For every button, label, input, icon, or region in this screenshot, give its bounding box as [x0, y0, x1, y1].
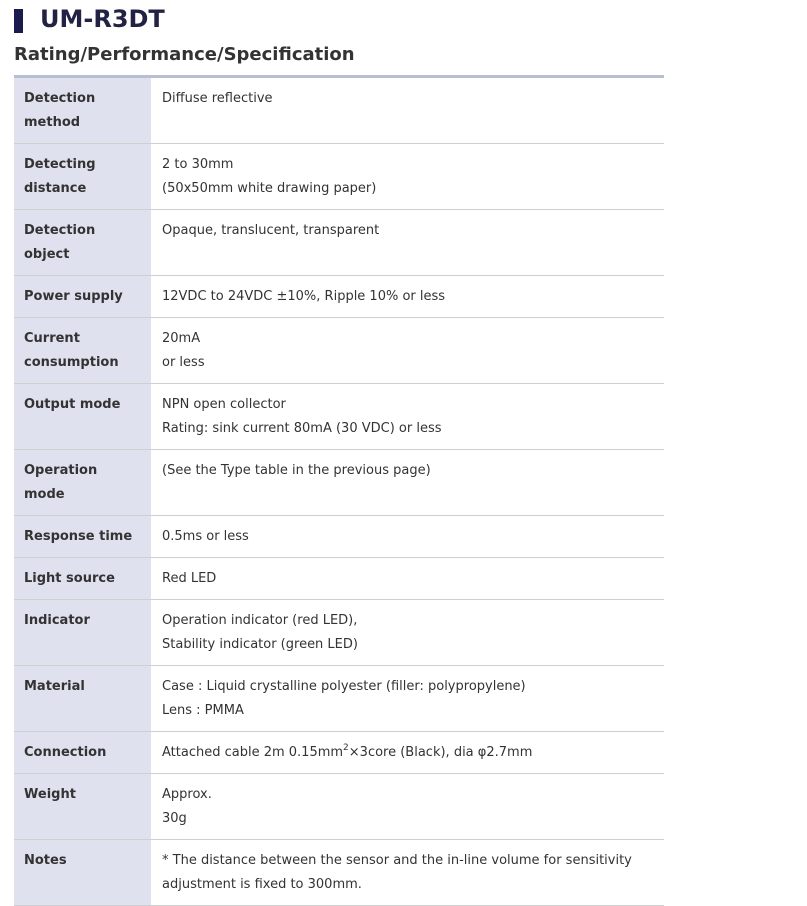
- table-row: [14, 384, 664, 450]
- table-row: [14, 558, 664, 600]
- value-line: (50x50mm white drawing paper): [162, 181, 377, 196]
- row-value: [151, 144, 664, 210]
- table-row: [14, 774, 664, 840]
- value-line: Red LED: [162, 571, 217, 586]
- value-line: 12VDC to 24VDC ±10%, Ripple 10% or less: [162, 289, 446, 304]
- row-label: Weight: [14, 774, 151, 840]
- value-line: Opaque, translucent, transparent: [162, 223, 380, 238]
- connection-superscript: 2: [343, 743, 349, 753]
- row-label: Detection object: [14, 210, 151, 276]
- row-label: Notes: [14, 840, 151, 906]
- table-row: [14, 77, 664, 144]
- connection-prefix: Attached cable 2m 0.15mm: [162, 745, 344, 760]
- row-value: [151, 774, 664, 840]
- value-line: 30g: [162, 811, 187, 826]
- value-line: 2 to 30mm: [162, 157, 234, 172]
- table-row: [14, 318, 664, 384]
- row-value: [151, 516, 664, 558]
- row-label: Detecting distance: [14, 144, 151, 210]
- value-line: Lens : PMMA: [162, 703, 244, 718]
- table-row: [14, 144, 664, 210]
- spec-table: [14, 75, 664, 906]
- row-label: Power supply: [14, 276, 151, 318]
- value-line: Case : Liquid crystalline polyester (filler: polypropylene): [162, 679, 526, 694]
- row-label: Connection: [14, 732, 151, 774]
- row-label: Response time: [14, 516, 151, 558]
- row-value: [151, 666, 664, 732]
- table-row: [14, 450, 664, 516]
- table-row: [14, 732, 664, 774]
- row-value: [151, 732, 664, 774]
- row-value: [151, 276, 664, 318]
- row-value: [151, 558, 664, 600]
- value-line: Stability indicator (green LED): [162, 637, 358, 652]
- page-title: UM-R3DT: [40, 5, 165, 33]
- table-row: [14, 276, 664, 318]
- table-row: [14, 840, 664, 906]
- value-line: or less: [162, 355, 205, 370]
- row-value: [151, 600, 664, 666]
- row-value: [151, 210, 664, 276]
- row-label: Current consumption: [14, 318, 151, 384]
- value-line: * The distance between the sensor and the in-line volume for sensitivity: [162, 853, 632, 868]
- value-line: Approx.: [162, 787, 212, 802]
- table-row: [14, 666, 664, 732]
- row-value: [151, 77, 664, 144]
- row-label: Detection method: [14, 77, 151, 144]
- value-line: [162, 741, 654, 765]
- row-value: [151, 840, 664, 906]
- row-value: [151, 450, 664, 516]
- value-line: NPN open collector: [162, 397, 286, 412]
- row-label: Material: [14, 666, 151, 732]
- title-accent-bar: [14, 9, 23, 33]
- connection-suffix: ×3core (Black), dia φ2.7mm: [348, 745, 533, 760]
- section-subtitle: Rating/Performance/Specification: [14, 44, 355, 65]
- value-line: Diffuse reflective: [162, 91, 273, 106]
- value-line: 20mA: [162, 331, 201, 346]
- value-line: Rating: sink current 80mA (30 VDC) or less: [162, 421, 442, 436]
- value-line: Operation indicator (red LED),: [162, 613, 358, 628]
- value-line: adjustment is fixed to 300mm.: [162, 877, 362, 892]
- table-row: [14, 600, 664, 666]
- row-value: [151, 318, 664, 384]
- row-value: [151, 384, 664, 450]
- row-label: Output mode: [14, 384, 151, 450]
- value-line: 0.5ms or less: [162, 529, 249, 544]
- value-line: (See the Type table in the previous page): [162, 463, 431, 478]
- table-row: [14, 210, 664, 276]
- table-row: [14, 516, 664, 558]
- row-label: Light source: [14, 558, 151, 600]
- row-label: Operation mode: [14, 450, 151, 516]
- row-label: Indicator: [14, 600, 151, 666]
